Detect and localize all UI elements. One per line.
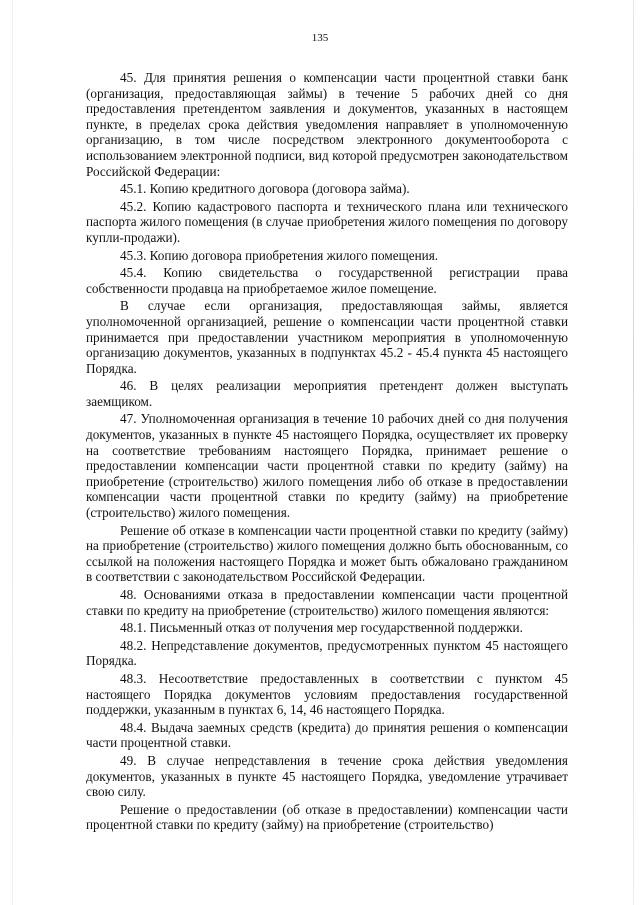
paragraph-46: 46. В целях реализации мероприятия претендент должен выступать заемщиком. [86,378,568,409]
scan-edge-right [633,0,634,905]
paragraph-48-4: 48.4. Выдача заемных средств (кредита) до принятия решения о компенсации части процентной ставки. [86,719,568,751]
paragraph-45-4: 45.4. Копию свидетельства о государственной регистрации права собственности продавца на приобретаемое жилое помещение. [86,265,568,296]
paragraph-45-note: В случае если организация, предоставляющая займы, является уполномоченной организацией, решение о компенсации части процентной ставки принимается при предоставлении участником мероприятия в уполномоченную организацию документов, указанных в подпунктах 45.2 - 45.4 пункта 45 настоящего Порядка. [86,298,568,376]
page-number: 135 [311,32,329,44]
paragraph-48-1: 48.1. Письменный отказ от получения мер государственной поддержки. [120,620,523,636]
paragraph-45-3: 45.3. Копию договора приобретения жилого помещения. [120,247,439,263]
paragraph-48-2: 48.2. Непредставление документов, предусмотренных пунктом 45 настоящего Порядка. [86,637,568,669]
paragraph-47: 47. Уполномоченная организация в течение 10 рабочих дней со дня получения документов, указанных в пункте 45 настоящего Порядка, осуществляет их проверку на соответствие требованиям настоящего Порядка, принимает решение о предоставлении компенсации части процентной ставки по кредиту (займу) на приобретение (строительство) жилого помещения либо об отказе в предоставлении компенсации части процентной ставки по кредиту (займу) на приобретение (строительство) жилого помещения. [86,411,568,521]
paragraph-49-decision: Решение о предоставлении (об отказе в предоставлении) компенсации части процентной ставки по кредиту (займу) на приобретение (строительство) [86,801,568,833]
paragraph-45-2: 45.2. Копию кадастрового паспорта и технического плана или технического паспорта жилого помещения (в случае приобретения жилого помещения по договору купли-продажи). [86,198,568,245]
scan-edge-left [12,0,13,905]
paragraph-48: 48. Основаниями отказа в предоставлении компенсации части процентной ставки по кредиту на приобретение (строительство) жилого помещения являются: [86,587,568,618]
paragraph-45-1: 45.1. Копию кредитного договора (договора займа). [120,181,410,197]
paragraph-49: 49. В случае непредставления в течение срока действия уведомления документов, указанных в пункте 45 настоящего Порядка, уведомление утрачивает свою силу. [86,752,568,800]
paragraph-48-3: 48.3. Несоответствие предоставленных в соответствии с пунктом 45 настоящего Порядка документов условиям предоставления государственной поддержки, указанным в пунктах 6, 14, 46 настоящего Порядка. [86,670,568,718]
document-body [86,70,568,835]
paragraph-47-refusal: Решение об отказе в компенсации части процентной ставки по кредиту (займу) на приобретение (строительство) жилого помещения должно быть обоснованным, со ссылкой на положения настоящего Порядка и может быть обжаловано гражданином в соответствии с законодательством Российской Федерации. [86,522,568,585]
paragraph-45: 45. Для принятия решения о компенсации части процентной ставки банк (организация, предоставляющая займы) в течение 5 рабочих дней со дня предоставления претендентом заявления и документов, указанных в настоящем пункте, в пределах срока действия уведомления направляет в уполномоченную организацию, в том числе посредством электронного документооборота с использованием электронной подписи, вид которой предусмотрен законодательством Российской Федерации: [86,70,568,179]
